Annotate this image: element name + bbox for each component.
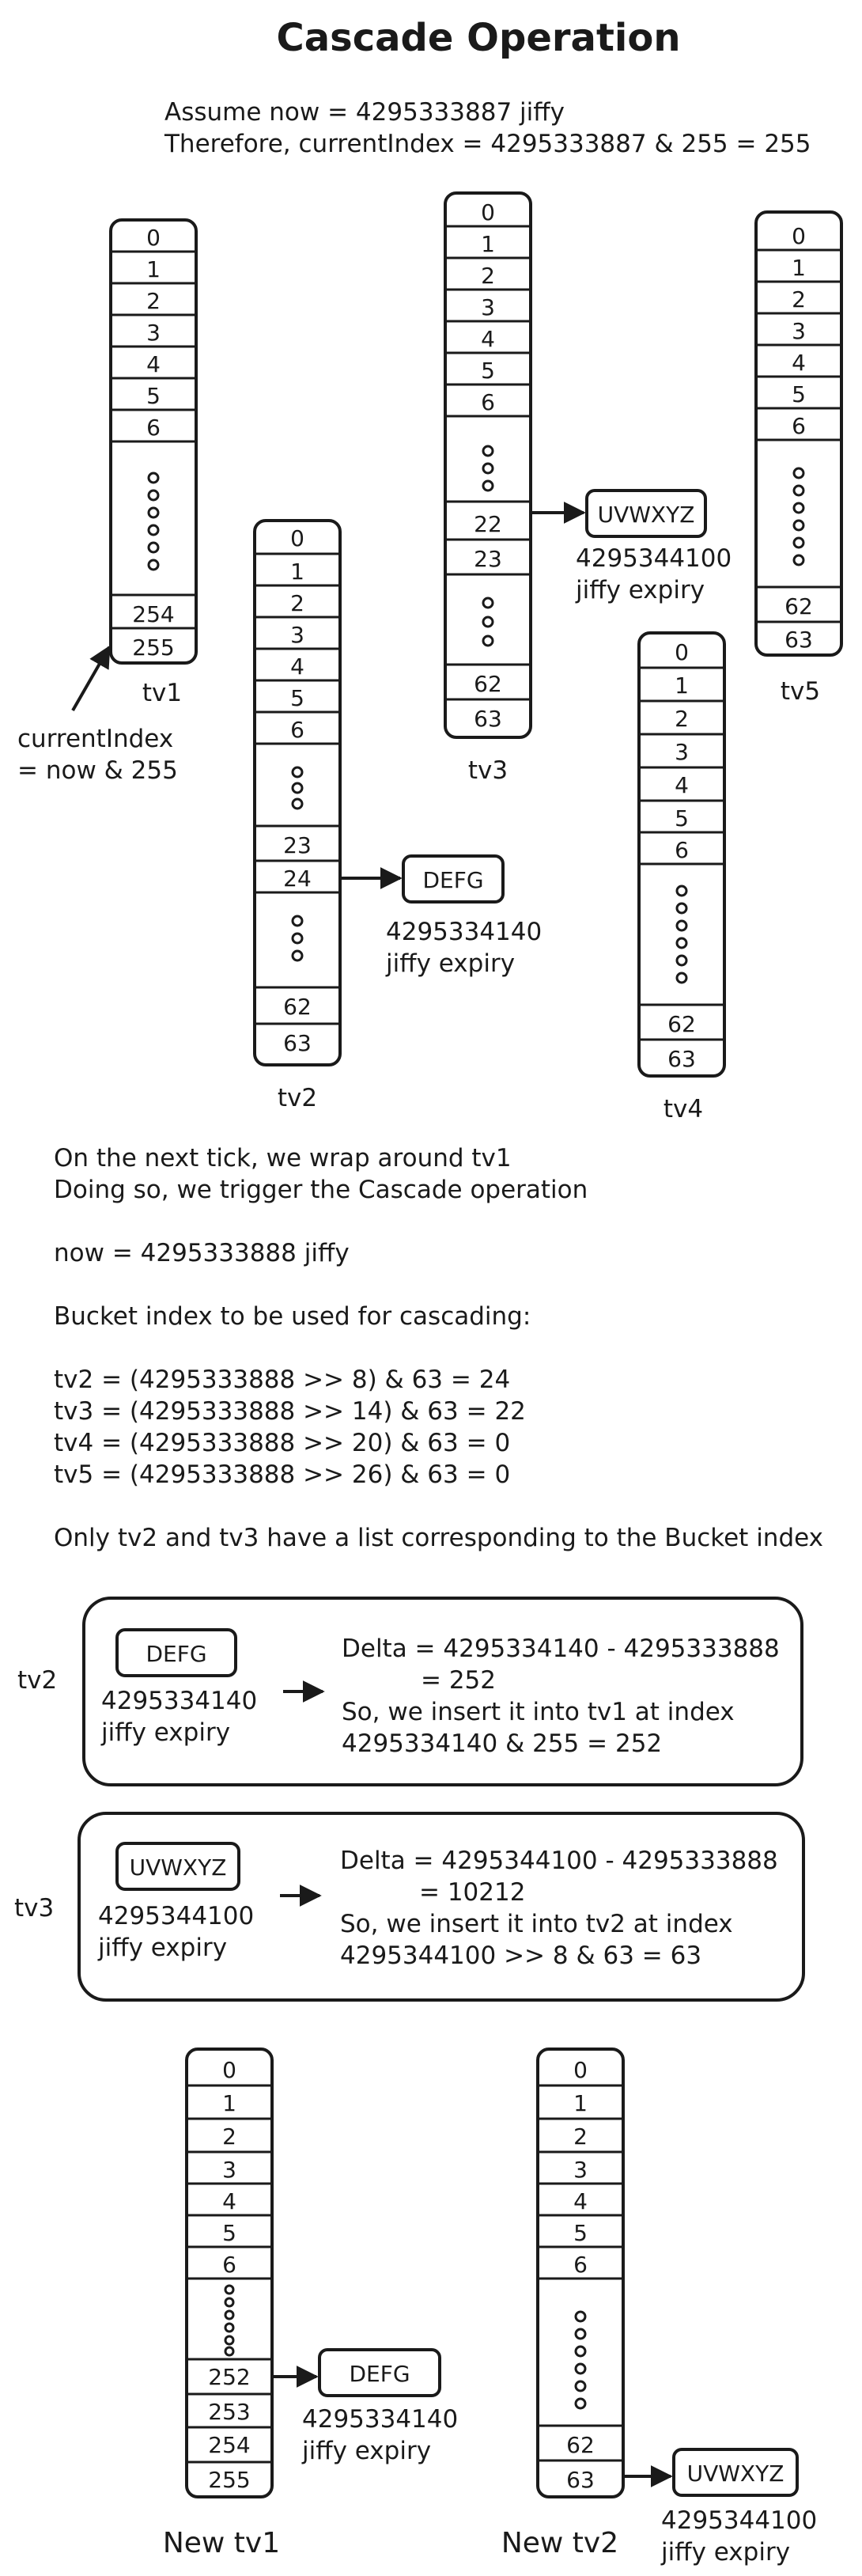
tv3-cell: 0: [481, 199, 495, 225]
timer-expiry-label: jiffy expiry: [101, 1718, 231, 1747]
delta-line: Delta = 4295344100 - 4295333888: [340, 1847, 778, 1875]
timer-expiry-label: jiffy expiry: [576, 576, 705, 604]
ellipsis-dots: [149, 473, 158, 570]
tv5-cell: 3: [792, 318, 806, 344]
tv3-label: tv3: [467, 756, 509, 785]
timer-name: UVWXYZ: [597, 502, 695, 528]
tv1-cell: 255: [132, 635, 175, 661]
tv2-cell: 63: [283, 1030, 312, 1056]
new-tv2-cell: 62: [566, 2432, 595, 2458]
tv3-cell: 63: [474, 706, 502, 732]
formula-line: tv4 = (4295333888 >> 20) & 63 = 0: [54, 1429, 511, 1457]
new-tv1-cell: 5: [222, 2220, 236, 2246]
new-tv1-cell: 2: [222, 2123, 236, 2150]
new-tv1-cell: 0: [222, 2057, 236, 2083]
current-index-formula: = now & 255: [17, 756, 178, 785]
new-tv1-cell: 255: [208, 2467, 251, 2493]
new-tv1-cell: 6: [222, 2252, 236, 2278]
new-tv1-cell: 4: [222, 2188, 236, 2214]
timer-name: UVWXYZ: [686, 2460, 784, 2487]
timer-expiry-label: jiffy expiry: [98, 1934, 228, 1962]
new-tv2-cell: 2: [573, 2123, 588, 2150]
tv1-cell: 254: [132, 601, 175, 627]
tv4-cell: 5: [675, 805, 689, 832]
tv5-cell: 4: [792, 350, 806, 376]
tv1-cell: 2: [146, 288, 161, 314]
tv3-cell: 1: [481, 231, 495, 257]
tv2-cell: 3: [290, 622, 304, 648]
timer-expiry-value: 4295334140: [386, 918, 543, 946]
ellipsis-dots: [576, 2312, 585, 2408]
tv5-cell: 62: [784, 593, 813, 619]
tv4-cell: 6: [675, 837, 689, 863]
delta-result: = 252: [421, 1666, 496, 1695]
cascade-side-label: tv2: [17, 1666, 58, 1695]
timer-expiry-value: 4295344100: [661, 2506, 818, 2535]
timer-expiry-value: 4295334140: [101, 1687, 258, 1715]
tv3-cell: 22: [474, 511, 502, 537]
page-title: Cascade Operation: [276, 16, 681, 60]
tv2-cell: 1: [290, 559, 304, 585]
tv2-cell: 4: [290, 653, 304, 680]
timer-expiry-value: 4295344100: [98, 1902, 255, 1930]
tv3-cell: 2: [481, 263, 495, 289]
tv4-cell: 4: [675, 772, 689, 798]
new-tv1-cell: 253: [208, 2399, 251, 2425]
tv1-cell: 4: [146, 351, 161, 377]
tv1-cell: 1: [146, 256, 161, 282]
tv5-cell: 0: [792, 223, 806, 249]
delta-result: = 10212: [419, 1878, 526, 1907]
new-tv2-cell: 3: [573, 2157, 588, 2183]
tv3-cell: 6: [481, 389, 495, 415]
index-line: 4295344100 >> 8 & 63 = 63: [340, 1941, 702, 1970]
new-tv1-cell: 252: [208, 2364, 251, 2390]
new-tv2-cell: 1: [573, 2090, 588, 2116]
ellipsis-dots: [794, 468, 803, 565]
tv1-cell: 6: [146, 415, 161, 441]
tv4-cell: 1: [675, 672, 689, 699]
new-tv2-cell: 63: [566, 2467, 595, 2493]
new-tv2-label: New tv2: [501, 2527, 619, 2559]
formula-line: tv5 = (4295333888 >> 26) & 63 = 0: [54, 1460, 511, 1489]
explanation-line: Only tv2 and tv3 have a list corresponding to the Bucket index: [54, 1524, 824, 1552]
formula-line: tv2 = (4295333888 >> 8) & 63 = 24: [54, 1366, 511, 1394]
tv4-cell: 0: [675, 639, 689, 665]
timer-name: DEFG: [146, 1641, 207, 1667]
tv2-label: tv2: [277, 1084, 318, 1112]
timer-expiry-label: jiffy expiry: [386, 949, 516, 978]
current-index-label: currentIndex: [17, 725, 174, 753]
new-tv2-cell: 4: [573, 2188, 588, 2214]
delta-line: Delta = 4295334140 - 4295333888: [342, 1635, 780, 1663]
tv4-cell: 63: [667, 1046, 696, 1072]
timer-expiry-label: jiffy expiry: [661, 2538, 791, 2567]
tv1-label: tv1: [142, 679, 183, 707]
tv2-cell: 6: [290, 717, 304, 743]
new-tv2-cell: 6: [573, 2252, 588, 2278]
tv4-array: [639, 633, 724, 1076]
timer-expiry-value: 4295334140: [302, 2405, 459, 2434]
tv5-cell: 5: [792, 381, 806, 407]
tv1-cell: 3: [146, 320, 161, 346]
insert-line: So, we insert it into tv2 at index: [340, 1910, 733, 1938]
formula-line: tv3 = (4295333888 >> 14) & 63 = 22: [54, 1397, 526, 1426]
new-tv1-cell: 1: [222, 2090, 236, 2116]
new-tv2-array: [538, 2049, 623, 2497]
tv2-array: [255, 521, 340, 1065]
tv3-cell: 3: [481, 294, 495, 320]
tv2-cell: 5: [290, 685, 304, 711]
timer-name: DEFG: [422, 867, 484, 893]
new-tv1-cell: 254: [208, 2432, 251, 2458]
new-tv1-label: New tv1: [162, 2527, 281, 2559]
tv5-cell: 2: [792, 286, 806, 313]
tv2-cell: 62: [283, 994, 312, 1020]
tv5-array: [756, 212, 841, 655]
explanation-line: Bucket index to be used for cascading:: [54, 1302, 531, 1331]
new-tv2-cell: 0: [573, 2057, 588, 2083]
tv1-cell: 5: [146, 383, 161, 409]
tv4-label: tv4: [663, 1095, 704, 1123]
timer-expiry-value: 4295344100: [576, 544, 732, 573]
tv3-array: [445, 193, 531, 737]
insert-line: So, we insert it into tv1 at index: [342, 1698, 735, 1726]
tv3-cell: 5: [481, 358, 495, 384]
tv2-cell: 24: [283, 866, 312, 892]
tv1-cell: 0: [146, 225, 161, 251]
ellipsis-dots: [225, 2286, 233, 2355]
tv2-cell: 0: [290, 525, 304, 551]
cascade-side-label: tv3: [14, 1894, 55, 1923]
explanation-line: On the next tick, we wrap around tv1: [54, 1144, 512, 1172]
current-index-arrow: [73, 647, 109, 710]
ellipsis-dots: [293, 767, 302, 809]
timer-name: UVWXYZ: [129, 1854, 227, 1881]
tv4-cell: 62: [667, 1011, 696, 1037]
intro-line-1: Assume now = 4295333887 jiffy: [164, 98, 565, 127]
tv4-cell: 2: [675, 706, 689, 732]
new-tv1-cell: 3: [222, 2157, 236, 2183]
intro-line-2: Therefore, currentIndex = 4295333887 & 255 = 255: [164, 130, 811, 158]
new-tv1-array: [187, 2049, 272, 2497]
tv5-cell: 1: [792, 255, 806, 281]
tv2-cell: 2: [290, 590, 304, 616]
tv5-cell: 63: [784, 627, 813, 653]
tv5-cell: 6: [792, 413, 806, 439]
ellipsis-dots: [293, 916, 302, 960]
tv3-cell: 4: [481, 326, 495, 352]
tv4-cell: 3: [675, 739, 689, 765]
ellipsis-dots: [483, 446, 493, 491]
ellipsis-dots: [483, 598, 493, 646]
explanation-line: Doing so, we trigger the Cascade operation: [54, 1176, 588, 1204]
ellipsis-dots: [677, 886, 686, 983]
timer-name: DEFG: [349, 2361, 410, 2387]
tv3-cell: 62: [474, 671, 502, 697]
tv5-label: tv5: [780, 677, 821, 706]
new-tv2-cell: 5: [573, 2220, 588, 2246]
explanation-line: now = 4295333888 jiffy: [54, 1239, 350, 1267]
tv2-cell: 23: [283, 832, 312, 858]
index-line: 4295334140 & 255 = 252: [342, 1729, 663, 1758]
tv1-array: [111, 220, 196, 663]
timer-expiry-label: jiffy expiry: [302, 2437, 432, 2465]
tv3-cell: 23: [474, 546, 502, 572]
